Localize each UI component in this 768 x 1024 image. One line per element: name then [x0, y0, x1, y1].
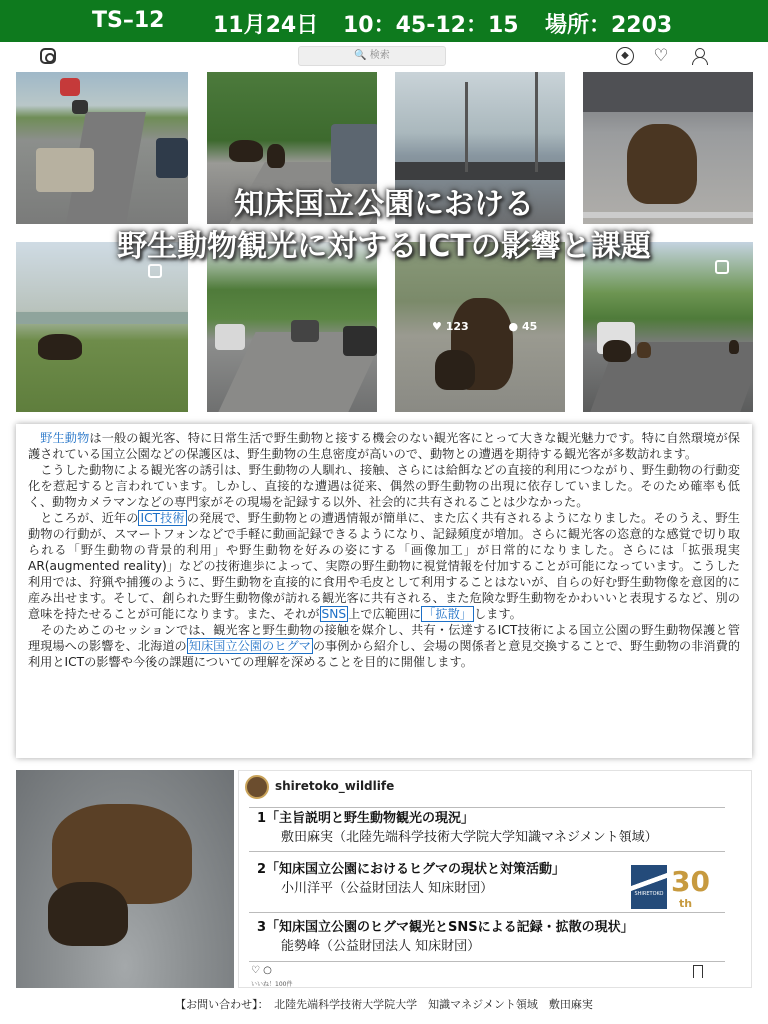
session-room: 場所：2203	[545, 13, 673, 38]
instagram-toolbar	[0, 42, 768, 72]
paragraph-4: そのためこのセッションでは、観光客と野生動物の接触を媒介し、共有・伝達するICT技術による国立公園の野生動物保護と管理現場への影響を、北海道の 知床国立公園のヒグマ の事例から紹介し、会場の関係者と意見交換することで、野生動物の非消費的利用とICTの影響や今後の課題についての理解を深めることを目的に開催します。	[28, 623, 741, 669]
post-username[interactable]: shiretoko_wildlife	[275, 779, 395, 793]
talk-1-title: 1「主旨説明と野生動物観光の現況」	[257, 811, 475, 826]
title-line-2: 野生動物観光に対するICTの影響と課題	[117, 229, 651, 264]
paragraph-3: ところが、近年の ICT技術 の発展で、野生動物との遭遇情報が簡単に、また広く共有されるようになりました。そのうえ、野生動物の行動が、スマートフォンなどで手軽に動画記録できるようになり、記録頻度が増加。さらに観光客の恣意的な感覚で切り取られる「野生動物の背景的利用」や野生動物を好みの姿にする「画像加工」が日常的になりました。さらには「拡張現実AR(augmented reality)」などの技術進歩によって、実際の野生動物に視覚情報を付加することが可能になっています。こうした利用では、狩猟や捕獲のように、野生動物を直接的に食用や毛皮として利用することはないが、自らの好む野生動物像を意図的に産み出せます。そして、創られた野生動物像が訪れる観光客に共有される、また危険な野生動物をかわいいと表現するなど、別の意味を持たせることが可能になります。また、それが SNS 上で広範囲に 「拡散」 します。	[28, 511, 740, 621]
paragraph-2: こうした動物による観光客の誘引は、野生動物の人馴れ、接触、さらには給餌などの直接的利用につながり、野生動物の行動変化を惹起すると言われています。しかし、直接的な遭遇は従来、偶然の野生動物の出現に依存していました。そのため確率も低く、動物カメラマンなどの専門家がその現場を記録する以外、社会的に共有されることは少なかった。	[28, 463, 740, 509]
session-header	[0, 0, 768, 42]
user-icon[interactable]	[690, 47, 708, 65]
comment-icon[interactable]: ○	[263, 965, 272, 976]
talk-3-speaker: 能勢峰（公益財団法人 知床財団）	[281, 939, 481, 954]
shiretoko-foundation-logo: SHIRETOKO	[631, 865, 667, 909]
comment-count: ● 45	[508, 320, 538, 333]
keyword-shiretoko-bear: 知床国立公園のヒグマ	[188, 639, 311, 653]
divider	[249, 807, 725, 808]
heart-icon[interactable]: ♡	[653, 46, 669, 66]
bookmark-icon[interactable]	[693, 965, 703, 978]
talk-2	[257, 860, 565, 898]
talk-2-title: 2「知床国立公園におけるヒグマの現状と対策活動」	[257, 862, 566, 877]
abstract-text-box	[16, 424, 752, 758]
session-date: 11月24日	[213, 13, 319, 38]
keyword-sns: SNS	[321, 607, 347, 621]
session-code: TS–12	[92, 8, 165, 33]
like-count: ♥ 123	[432, 320, 469, 333]
talk-3-title: 3「知床国立公園のヒグマ観光とSNSによる記録・拡散の現状」	[257, 920, 634, 935]
contact-footer: 【お問い合わせ】： 北陸先端科学技術大学院大学 知識マネジメント領域 敷田麻実	[175, 998, 593, 1011]
divider	[249, 851, 725, 852]
heart-icon[interactable]: ♡	[251, 965, 260, 976]
post-stats	[432, 320, 573, 333]
page-title	[0, 184, 768, 268]
keyword-spread: 「拡散」	[423, 607, 472, 621]
divider	[249, 961, 725, 962]
avatar[interactable]	[245, 775, 269, 799]
session-time: 10：45-12：15	[343, 13, 519, 38]
keyword-ict: ICT技術	[140, 511, 185, 525]
shiretoko-30th-logo: SHIRETOKO 30 th	[631, 863, 727, 913]
paragraph-1: 野生動物は一般の観光客、特に日常生活で野生動物と接する機会のない観光客にとって大きな観光魅力です。特に自然環境が保護されている国立公園などの保護区は、野生動物の生息密度が高いので、動物との遭遇を期待する観光客が多数訪れます。	[28, 431, 740, 461]
post-action-bar	[251, 965, 272, 976]
program-post-card	[238, 770, 752, 988]
instagram-icon[interactable]	[40, 48, 56, 64]
title-line-1: 知床国立公園における	[234, 187, 534, 222]
talk-3	[257, 918, 634, 956]
compass-icon[interactable]: ◆	[616, 47, 634, 65]
photo-mother-bear-cub[interactable]	[16, 770, 234, 988]
divider	[249, 912, 725, 913]
post-likes: いいね！100件	[251, 981, 293, 988]
search-input[interactable]: 🔍 検索	[298, 46, 446, 66]
talk-1-speaker: 敷田麻実（北陸先端科学技術大学院大学知識マネジメント領域）	[281, 830, 658, 845]
keyword-wildlife: 野生動物	[40, 431, 90, 445]
talk-2-speaker: 小川洋平（公益財団法人 知床財団）	[281, 881, 494, 896]
talk-1	[257, 809, 658, 847]
